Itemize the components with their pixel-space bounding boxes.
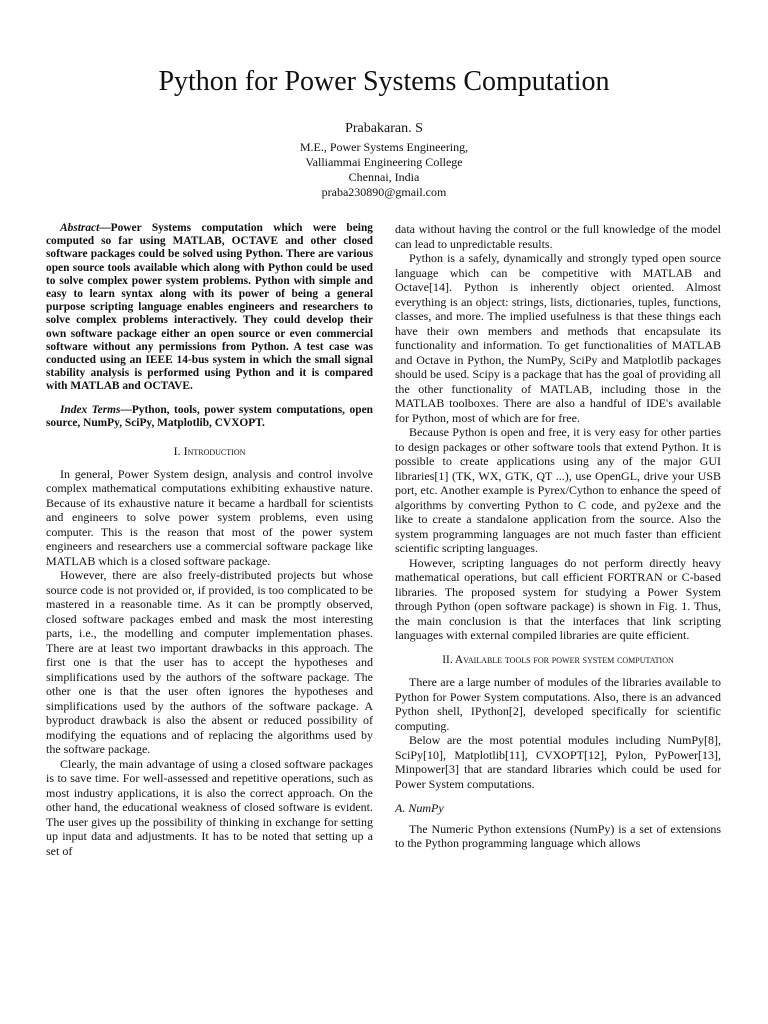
section-heading-tools: II. Available tools for power system computation [442, 653, 674, 666]
tools-paragraph-1: There are a large number of modules of the libraries available to Python for Power System computations. Also, there is an advanced Python shell, IPython[2], developed specifically for scientific computing. [395, 675, 721, 733]
abstract [46, 222, 373, 394]
intro-paragraph-1: In general, Power System design, analysis and control involve complex mathematical computations exhibiting exhaustive nature. Because of its exhaustive nature it became a hardball for scientists and engineers to solve power system problems, even using computer. This is the reason that most of the power system engineers and researchers use a commercial software package like MATLAB which is a closed software package. [46, 466, 373, 568]
author-email[interactable]: praba230890@gmail.com [321, 185, 447, 199]
index-terms-lead: Index Terms [60, 403, 121, 416]
abstract-text: —Power Systems computation which were being computed so far using MATLAB, OCTAVE and other closed software packages could be solved using Python. There are various open source tools available which along with Python could be used to solve complex power system problems. Python with simple and easy to learn syntax along with its power of being a general purpose scripting language enables engineers and researchers to solve complex problems interactively. They could develop their own software package either an open source or even commercial software without any permissions from Python. A test case was conducted using an IEEE 14-bus system in which the small signal stability analysis is performed using Python and it is compared with MATLAB and OCTAVE. [46, 222, 373, 393]
tools-paragraph-2: Below are the most potential modules including NumPy[8], SciPy[10], Matplotlib[11], CVXOPT[12], Pylon, PyPower[13], Minpower[3] that are standard libraries which could be used for Power System computations. [395, 733, 721, 791]
affiliation-college: Valliammai Engineering College [305, 155, 463, 169]
intro-paragraph-2: However, there are also freely-distributed projects but whose source code is not provided or, if provided, is too complicated to be mastered in a reasonable time. As it can be promptly observed, closed software packages embed and mask the most interesting parts, i.e., the modelling and computer implementation phases. There are at least two important drawbacks in this approach. The first one is that the user has to accept the hypotheses and simplifications used by the authors of the software package. The other one is that the user often ignores the hypotheses and simplifications used by the authors of the software package. A byproduct drawback is also the absent or reduced possibility of modifying the equations and of replacing the algorithms used by the software package. [46, 568, 373, 757]
index-terms [46, 404, 373, 430]
intro-paragraph-3: Clearly, the main advantage of using a closed software packages is to save time. For well-assessed and repetitive operations, such as most industry applications, it is also the correct approach. On the other hand, the educational weakness of closed software is evident. The user gives up the possibility of thinking in exchange for setting up input data and adjustments. It has to be noted that setting up a set of [46, 756, 373, 858]
left-column [46, 222, 373, 858]
numpy-paragraph: The Numeric Python extensions (NumPy) is a set of extensions to the Python programming language which allows [395, 821, 721, 850]
intro-paragraph-5: Because Python is open and free, it is very easy for other parties to design packages or other software tools that extend Python. It is possible to create applications using any of the major GUI libraries[1] (TK, WX, GTK, QT ...), use OpenGL, drive your USB port, etc. Another example is Pyrex/Cython to enhance the speed of algorithms by converting Python to C code, and py2exe and the like to create a standalone application from the source. Also the system programming languages are not much faster than efficient scientific scripting languages. [395, 425, 721, 555]
right-column [395, 222, 721, 851]
affiliation-degree: M.E., Power Systems Engineering, [299, 140, 469, 154]
author-name: Prabakaran. S [345, 121, 423, 136]
intro-paragraph-3-continued: data without having the control or the full knowledge of the model can lead to unpredictable results. [395, 222, 721, 251]
index-terms-text: —Python, tools, power system computations, open source, NumPy, SciPy, Matplotlib, CVXOPT. [46, 403, 373, 429]
paper-title: Python for Power Systems Computation [158, 66, 610, 97]
intro-paragraph-4: Python is a safely, dynamically and strongly typed open source language which can be competitive with MATLAB and Octave[14]. Python is inherently object oriented. Almost everything is an object: strings, lists, dictionaries, tuples, functions, classes, and more. The implied usefulness is that these things each have their own members and methods that encapsulate its functionality and information. To get functionalities of MATLAB and Octave in Python, the NumPy, SciPy and Matplotlib packages should be used. Scipy is a package that has the goal of providing all the other functionality of MATLAB, including those in the MATLAB toolboxes. There are also a handful of IDE's available for Python, most of which are for free. [395, 251, 721, 425]
section-heading-introduction: I. Introduction [173, 444, 246, 459]
intro-paragraph-6: However, scripting languages do not perform directly heavy mathematical operations, but call efficient FORTRAN or C-based libraries. The proposed system for studying a Power System through Python (open software package) is shown in Fig. 1. Thus, the main conclusion is that the interfaces that link scripting languages with external compiled libraries are quite efficient. [395, 555, 721, 642]
subsection-heading-numpy: A. NumPy [395, 801, 444, 815]
affiliation-location: Chennai, India [348, 170, 420, 184]
abstract-lead: Abstract [60, 222, 100, 234]
author-block [0, 120, 768, 200]
